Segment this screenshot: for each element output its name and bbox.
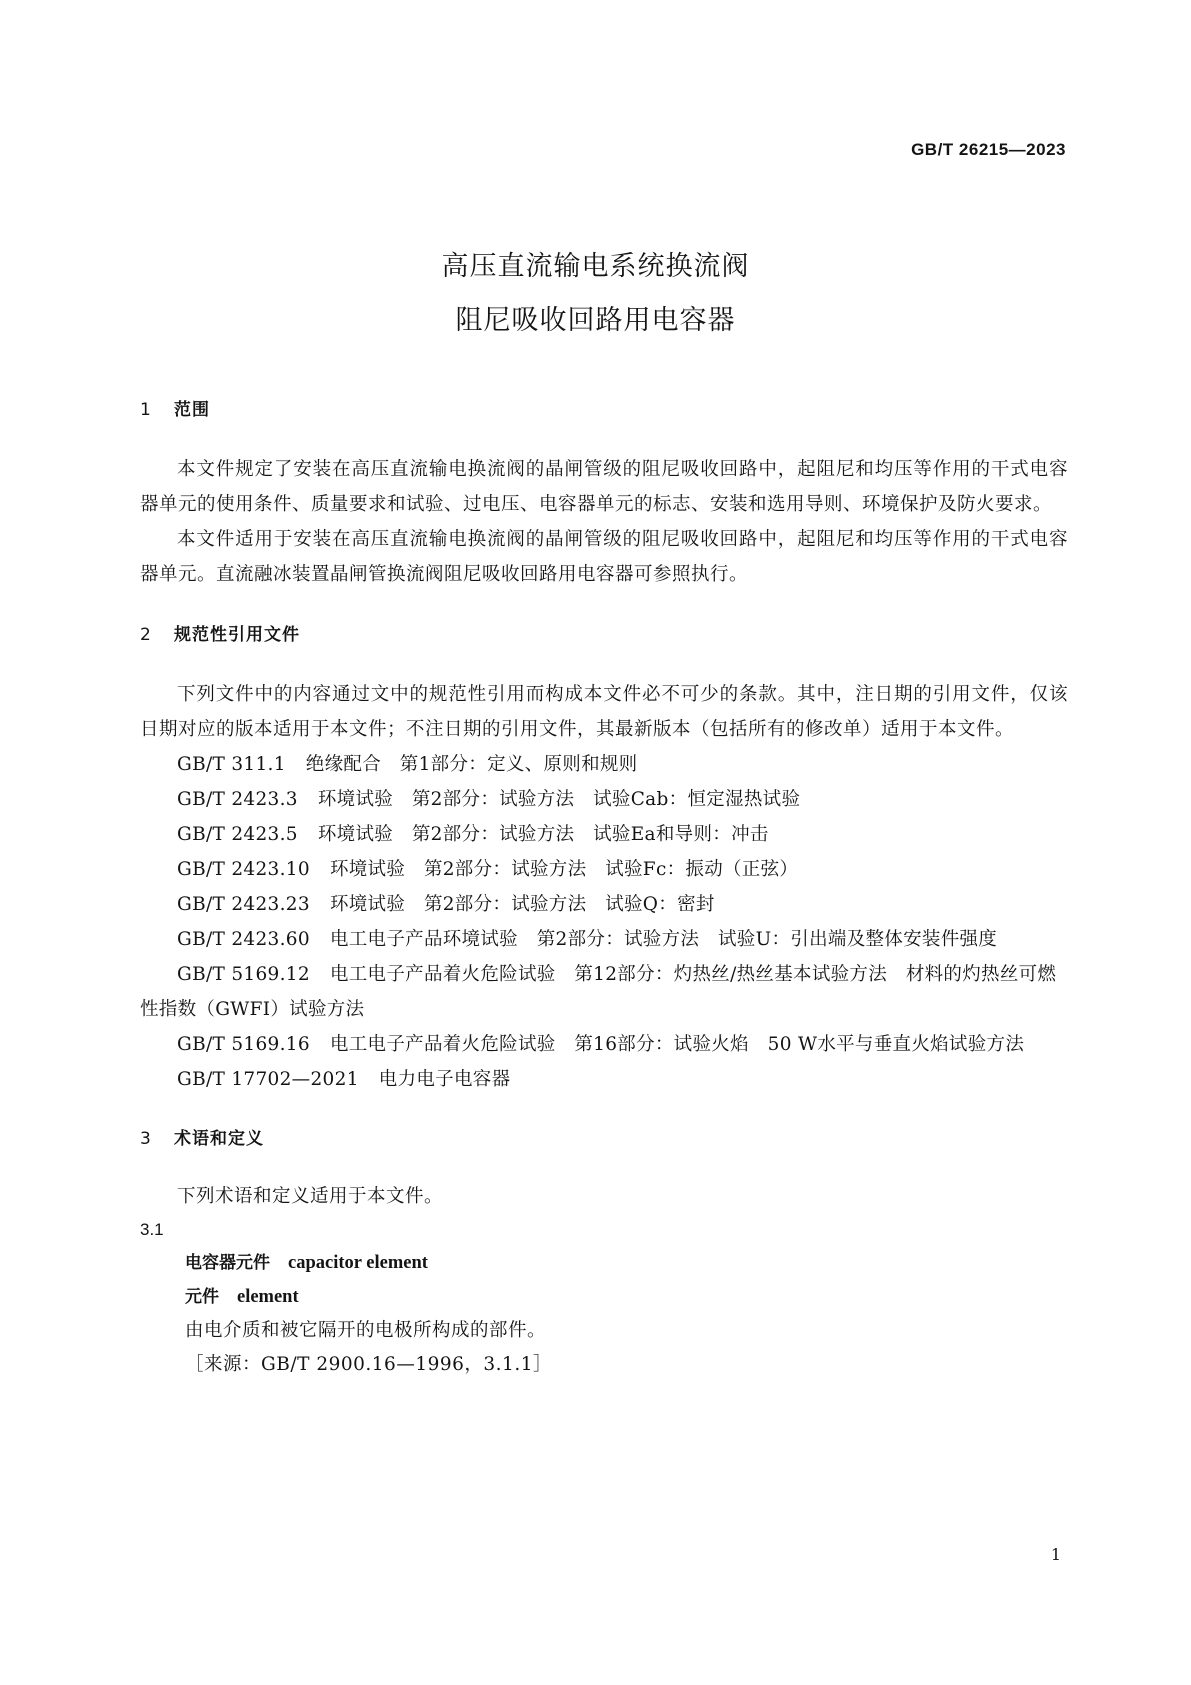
- reference-item: [140, 747, 1068, 782]
- normative-intro: 下列文件中的内容通过文中的规范性引用而构成本文件必不可少的条款。其中，注日期的引用文件，仅该日期对应的版本适用于本文件；不注日期的引用文件，其最新版本（包括所有的修改单）适用于本文件。: [140, 684, 1068, 740]
- reference-item: [140, 1027, 1068, 1062]
- reference-code: GB/T 2423.3: [177, 789, 298, 810]
- reference-item: [140, 817, 1068, 852]
- reference-code: GB/T 5169.16: [177, 1034, 310, 1055]
- section-title: 规范性引用文件: [174, 625, 300, 645]
- reference-title: 电力电子电容器: [378, 1069, 511, 1090]
- reference-title: 电工电子产品环境试验 第2部分：试验方法 试验U：引出端及整体安装件强度: [329, 929, 998, 950]
- reference-item: [140, 852, 1068, 887]
- term-definition: 由电介质和被它隔开的电极所构成的部件。: [185, 1320, 547, 1341]
- section-heading-scope: [140, 400, 1068, 420]
- reference-item: [140, 782, 1068, 817]
- terms-intro: 下列术语和定义适用于本文件。: [177, 1186, 444, 1207]
- reference-code: GB/T 2423.5: [177, 824, 298, 845]
- reference-item: [140, 922, 1068, 957]
- term-alt-zh: 元件: [185, 1287, 219, 1307]
- reference-item: [140, 1062, 1068, 1097]
- reference-title: 电工电子产品着火危险试验 第12部分：灼热丝/热丝基本试验方法 材料的灼热丝可燃性指数（GWFI）试验方法: [140, 964, 1057, 1020]
- reference-item: [140, 957, 1068, 1027]
- term-source: ［来源：GB/T 2900.16—1996，3.1.1］: [185, 1354, 552, 1375]
- term-preferred: [140, 1246, 1068, 1280]
- title-line-1: 高压直流输电系统换流阀: [441, 251, 750, 282]
- reference-title: 电工电子产品着火危险试验 第16部分：试验火焰 50 W水平与垂直火焰试验方法: [329, 1034, 1025, 1055]
- document-body: [140, 400, 1068, 1382]
- term-admitted: [140, 1280, 1068, 1314]
- term-number: 3.1: [140, 1220, 164, 1239]
- section-number: 2: [140, 625, 152, 645]
- reference-title: 环境试验 第2部分：试验方法 试验Ea和导则：冲击: [317, 824, 769, 845]
- scope-paragraph-1: 本文件规定了安装在高压直流输电换流阀的晶闸管级的阻尼吸收回路中，起阻尼和均压等作用的干式电容器单元的使用条件、质量要求和试验、过电压、电容器单元的标志、安装和选用导则、环境保护及防火要求。: [140, 459, 1068, 515]
- reference-title: 环境试验 第2部分：试验方法 试验Fc：振动（正弦）: [329, 859, 799, 880]
- term-alt-en: element: [237, 1287, 299, 1307]
- document-title: [0, 240, 1191, 348]
- section-title: 范围: [174, 400, 210, 420]
- reference-title: 绝缘配合 第1部分：定义、原则和规则: [305, 754, 638, 775]
- page-number: 1: [1050, 1545, 1061, 1564]
- reference-code: GB/T 2423.60: [177, 929, 310, 950]
- reference-code: GB/T 2423.23: [177, 894, 310, 915]
- reference-code: GB/T 5169.12: [177, 964, 310, 985]
- section-heading-normative: [140, 625, 1068, 645]
- reference-code: GB/T 17702—2021: [177, 1069, 359, 1090]
- reference-title: 环境试验 第2部分：试验方法 试验Q：密封: [329, 894, 715, 915]
- standard-number: GB/T 26215—2023: [911, 140, 1066, 159]
- reference-title: 环境试验 第2部分：试验方法 试验Cab：恒定湿热试验: [317, 789, 801, 810]
- scope-paragraph-2: 本文件适用于安装在高压直流输电换流阀的晶闸管级的阻尼吸收回路中，起阻尼和均压等作用的干式电容器单元。直流融冰装置晶闸管换流阀阻尼吸收回路用电容器可参照执行。: [140, 529, 1068, 585]
- section-number: 1: [140, 400, 152, 420]
- section-title: 术语和定义: [174, 1129, 264, 1149]
- reference-code: GB/T 311.1: [177, 754, 286, 775]
- section-heading-terms: [140, 1129, 1068, 1149]
- section-number: 3: [140, 1129, 152, 1149]
- title-line-2: 阻尼吸收回路用电容器: [455, 305, 736, 336]
- term-en: capacitor element: [288, 1253, 428, 1273]
- reference-item: [140, 887, 1068, 922]
- term-zh: 电容器元件: [185, 1253, 270, 1273]
- reference-code: GB/T 2423.10: [177, 859, 310, 880]
